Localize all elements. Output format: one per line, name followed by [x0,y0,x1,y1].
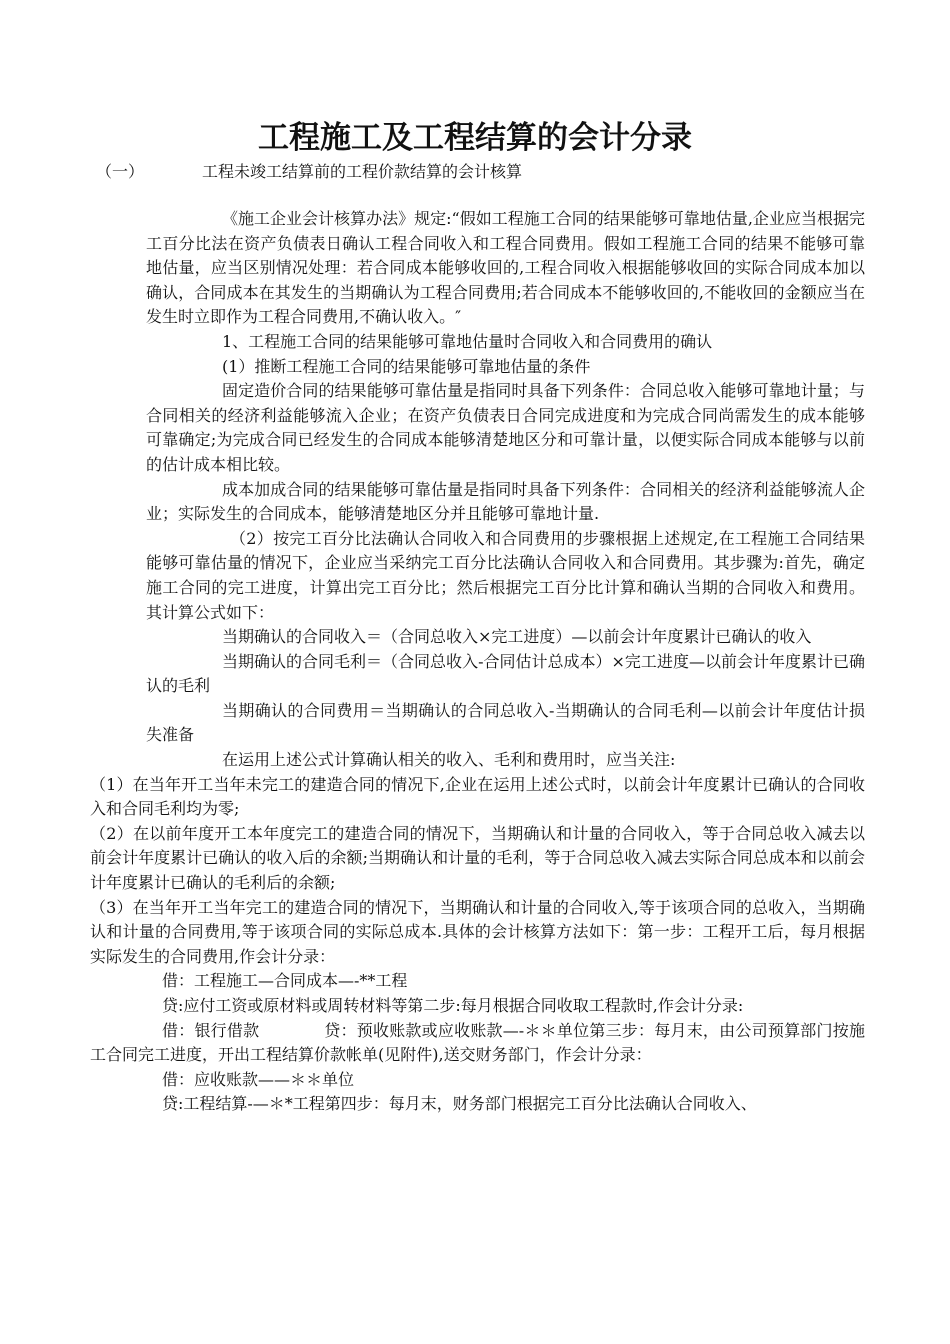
entry-debit-credit-2: 借：银行借款 贷：预收账款或应收账款—-＊＊单位第三步：每月末，由公司预算部门按施工合同完工进度，开出工程结算价款帐单(见附件),送交财务部门，作会计分录： [90,1020,865,1065]
paragraph-case-2: （2）在以前年度开工本年度完工的建造合同的情况下，当期确认和计量的合同收入，等于合同总收入减去以前会计年度累计已确认的收入后的余额;当期确认和计量的毛利，等于合同总收入减去实际合同总成本和以前会计年度累计已确认的毛利后的余额; [90,823,865,893]
paragraph-subheading-1: (1）推断工程施工合同的结果能够可靠地估量的条件 [222,356,591,376]
paragraph-heading-1: 1、工程施工合同的结果能够可靠地估量时合同收入和合同费用的确认 [222,331,713,351]
entry-debit-3: 借：应收账款——＊＊单位 [162,1069,355,1089]
section-number: （一） [96,162,145,181]
entry-credit-3: 贷:工程结算-—＊*工程第四步：每月末，财务部门根据完工百分比法确认合同收入、 [162,1094,757,1114]
paragraph-case-3: （3）在当年开工当年完工的建造合同的情况下，当期确认和计量的合同收入,等于该项合同的总收入，当期确认和计量的合同费用,等于该项合同的实际总成本.具体的会计核算方法如下：第一步：工程开工后，每月根据实际发生的合同费用,作会计分录： [90,897,865,966]
paragraph-regulation: 《施工企业会计核算办法》规定:“假如工程施工合同的结果能够可靠地估量,企业应当根据完工百分比法在资产负债表日确认工程合同收入和工程合同费用。假如工程施工合同的结果不能够可靠地估量，应当区别情况处理：若合同成本能够收回的,工程合同收入根据能够收回的实际合同成本加以确认，合同成本在其发生的当期确认为工程合同费用;若合同成本不能够收回的,不能收回的金额应当在发生时立即作为工程合同费用,不确认收入。″ [146,209,865,327]
formula-revenue: 当期确认的合同收入＝（合同总收入×完工进度）—以前会计年度累计已确认的收入 [222,627,812,647]
paragraph-attention: 在运用上述公式计算确认相关的收入、毛利和费用时，应当关注: [222,750,676,770]
paragraph-fixed-price: 固定造价合同的结果能够可靠估量是指同时具备下列条件：合同总收入能够可靠地计量；与合同相关的经济利益能够流入企业；在资产负债表日合同完成进度和为完成合同尚需发生的成本能够可靠确定;为完成合同已经发生的合同成本能够清楚地区分和可靠计量，以便实际合同成本能够与以前的估计成本相比较。 [146,381,865,474]
paragraph-subheading-2: （2）按完工百分比法确认合同收入和合同费用的步骤根据上述规定,在工程施工合同结果能够可靠估量的情况下，企业应当采纳完工百分比法确认合同收入和合同费用。其步骤为:首先，确定施工合同的完工进度，计算出完工百分比；然后根据完工百分比计算和确认当期的合同收入和费用。其计算公式如下： [146,528,865,622]
entry-credit-1: 贷:应付工资或原材料或周转材料等第二步:每月根据合同收取工程款时,作会计分录: [162,996,744,1015]
formula-gross-profit: 当期确认的合同毛利＝（合同总收入-合同估计总成本）×完工进度—以前会计年度累计已确认的毛利 [146,651,865,696]
entry-debit-1: 借：工程施工—合同成本—-**工程 [162,971,408,991]
paragraph-case-1: （1）在当年开工当年未完工的建造合同的情况下,企业在运用上述公式时，以前会计年度累计已确认的合同收入和合同毛利均为零; [90,774,865,819]
section-heading [96,159,896,185]
document-body [90,207,865,1117]
paragraph-cost-plus: 成本加成合同的结果能够可靠估量是指同时具备下列条件：合同相关的经济利益能够流人企业；实际发生的合同成本，能够清楚地区分并且能够可靠地计量. [146,479,865,524]
section-heading-text: 工程未竣工结算前的工程价款结算的会计核算 [202,162,523,181]
document-title: 工程施工及工程结算的会计分录 [258,120,692,156]
formula-expense: 当期确认的合同费用＝当期确认的合同总收入-当期确认的合同毛利—以前会计年度估计损失准备 [146,700,865,745]
